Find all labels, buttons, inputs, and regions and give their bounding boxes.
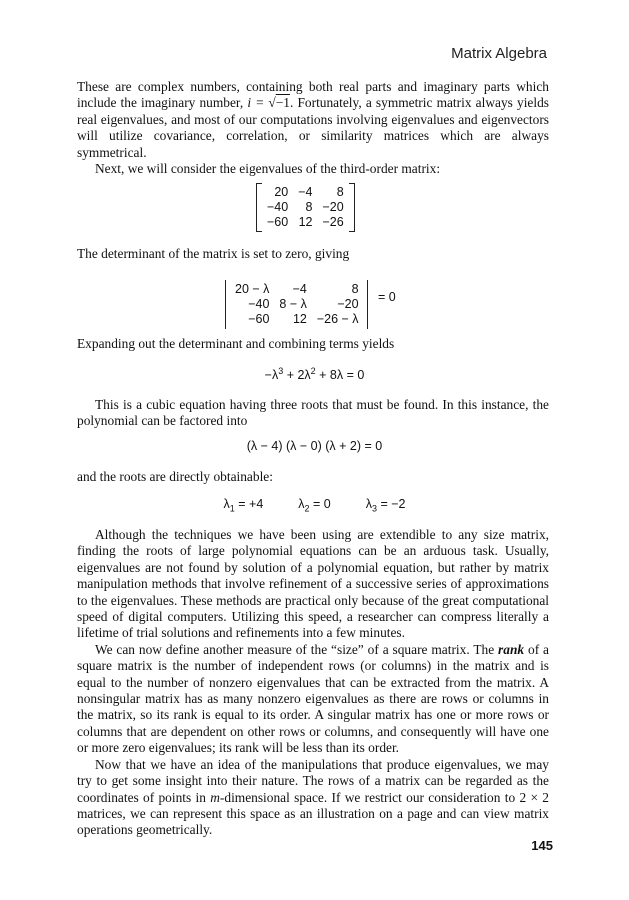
det-cell: −40 bbox=[248, 297, 270, 311]
term-rank: rank bbox=[498, 641, 525, 657]
paragraph-expanding bbox=[77, 336, 549, 352]
paragraph-text: The determinant of the matrix is set to zero, giving bbox=[77, 246, 350, 261]
matrix-cell: −26 bbox=[322, 215, 344, 229]
imaginary-eq: i = √ bbox=[247, 95, 276, 111]
paragraph-text: This is a cubic equation having three roots that must be found. In this instance, the polynomial can be factored into bbox=[77, 397, 549, 429]
exponent: 2 bbox=[310, 366, 316, 376]
det-cell: −60 bbox=[248, 312, 270, 326]
running-header: Matrix Algebra bbox=[451, 45, 547, 62]
matrix-cell: 12 bbox=[298, 215, 313, 229]
cubic-term: −λ bbox=[264, 368, 279, 383]
root: $\lambda_1 = +4$ bbox=[223, 497, 264, 514]
paragraph-next: Next, we will consider the eigenvalues of the third-order matrix: bbox=[95, 161, 441, 177]
page-number: 145 bbox=[531, 838, 553, 853]
det-cell: 20 − λ bbox=[235, 282, 270, 296]
paragraph-cubic bbox=[77, 397, 549, 430]
det-cell: −4 bbox=[292, 282, 307, 296]
text-span: These are complex numbers, containing both real parts and imaginary parts which include the imaginary number, bbox=[77, 79, 549, 111]
sqrt-argument: −1 bbox=[275, 95, 290, 111]
paragraph-text: and the roots are directly obtainable: bbox=[77, 469, 273, 484]
body-text bbox=[77, 527, 549, 839]
matrix-third-order bbox=[262, 185, 349, 230]
text-span: We can now define another measure of the “size” of a square matrix. The bbox=[95, 641, 499, 657]
m-var: m bbox=[210, 789, 220, 805]
paragraph-determinant bbox=[77, 246, 549, 262]
matrix-cell: 20 bbox=[274, 185, 289, 199]
root: $\lambda_2 = 0$ bbox=[298, 497, 331, 514]
text-span: Now that we have an idea of the manipulations that produce eigenvalues, we may try to get some insight into their nature. The rows of a matrix can be regarded as the coordinates of points in bbox=[77, 756, 549, 805]
det-cell: 12 bbox=[292, 312, 307, 326]
det-cell: −20 bbox=[337, 297, 359, 311]
cubic-term: + 8λ = 0 bbox=[315, 368, 365, 383]
paragraph-complex-numbers bbox=[77, 79, 549, 177]
roots-line bbox=[0, 497, 629, 514]
matrix-cell: −60 bbox=[267, 215, 289, 229]
cubic-term: + 2λ bbox=[283, 368, 311, 383]
det-cell: 8 − λ bbox=[279, 297, 307, 311]
paragraph-techniques: Although the techniques we have been using are extendible to any size matrix, finding the roots of large polynomial equations can be an arduous task. Usually, eigenvalues are not found by solution of a polynomial equation, but rather by matrix manipulation methods that involve refinement of a successive series of approximations to the eigenvalues. These methods are practical only because of the great computational speed of digital computers. Utilizing this speed, a researcher can compress literally a lifetime of trial solutions and refinements into a few minutes. bbox=[77, 527, 549, 641]
paragraph-insight bbox=[77, 757, 549, 839]
matrix-cell: −4 bbox=[298, 185, 313, 199]
exponent: 3 bbox=[278, 366, 284, 376]
det-cell: 8 bbox=[351, 282, 359, 296]
matrix-cell: 8 bbox=[305, 200, 313, 214]
right-bracket bbox=[349, 183, 355, 232]
determinant-matrix bbox=[230, 282, 364, 327]
left-bracket bbox=[256, 183, 262, 232]
det-cell: −26 − λ bbox=[316, 312, 359, 326]
det-right-bar bbox=[367, 280, 368, 329]
paragraph-rank bbox=[77, 642, 549, 757]
matrix-cell: 8 bbox=[336, 185, 344, 199]
paragraph-roots bbox=[77, 469, 549, 485]
text-span: of a square matrix is the number of independent rows (or columns) in the matrix and is equal to the number of nonzero eigenvalues that can be extracted from the matrix. A nonsingular matrix has as many nonzero eigenvalues as there are rows or columns in the matrix, so its rank is equal to its order. A singular matrix has one or more rows or columns that are dependent on other rows or columns, and consequently will have one or more zero eigenvalues; its rank will be less than its order. bbox=[77, 641, 549, 756]
factored-polynomial: (λ − 4) (λ − 0) (λ + 2) = 0 bbox=[246, 439, 383, 453]
det-rhs: = 0 bbox=[378, 290, 396, 304]
det-left-bar bbox=[225, 280, 226, 329]
cubic-equation bbox=[0, 366, 629, 382]
text-span: . Fortunately, a symmetric matrix always yields real eigenvalues, and most of our computations involving eigenvalues and eigenvectors will utilize covariance, correlation, or similarity matrices which are always symmetrical. bbox=[77, 95, 549, 160]
root: $\lambda_3 = -2$ bbox=[365, 497, 406, 514]
matrix-cell: −20 bbox=[322, 200, 344, 214]
matrix-cell: −40 bbox=[267, 200, 289, 214]
text-span: -dimensional space. If we restrict our consideration to 2 × 2 matrices, we can represent this space as an illustration on a page and can view matrix operations geometrically. bbox=[77, 789, 549, 838]
paragraph-text: Expanding out the determinant and combining terms yields bbox=[77, 336, 395, 351]
